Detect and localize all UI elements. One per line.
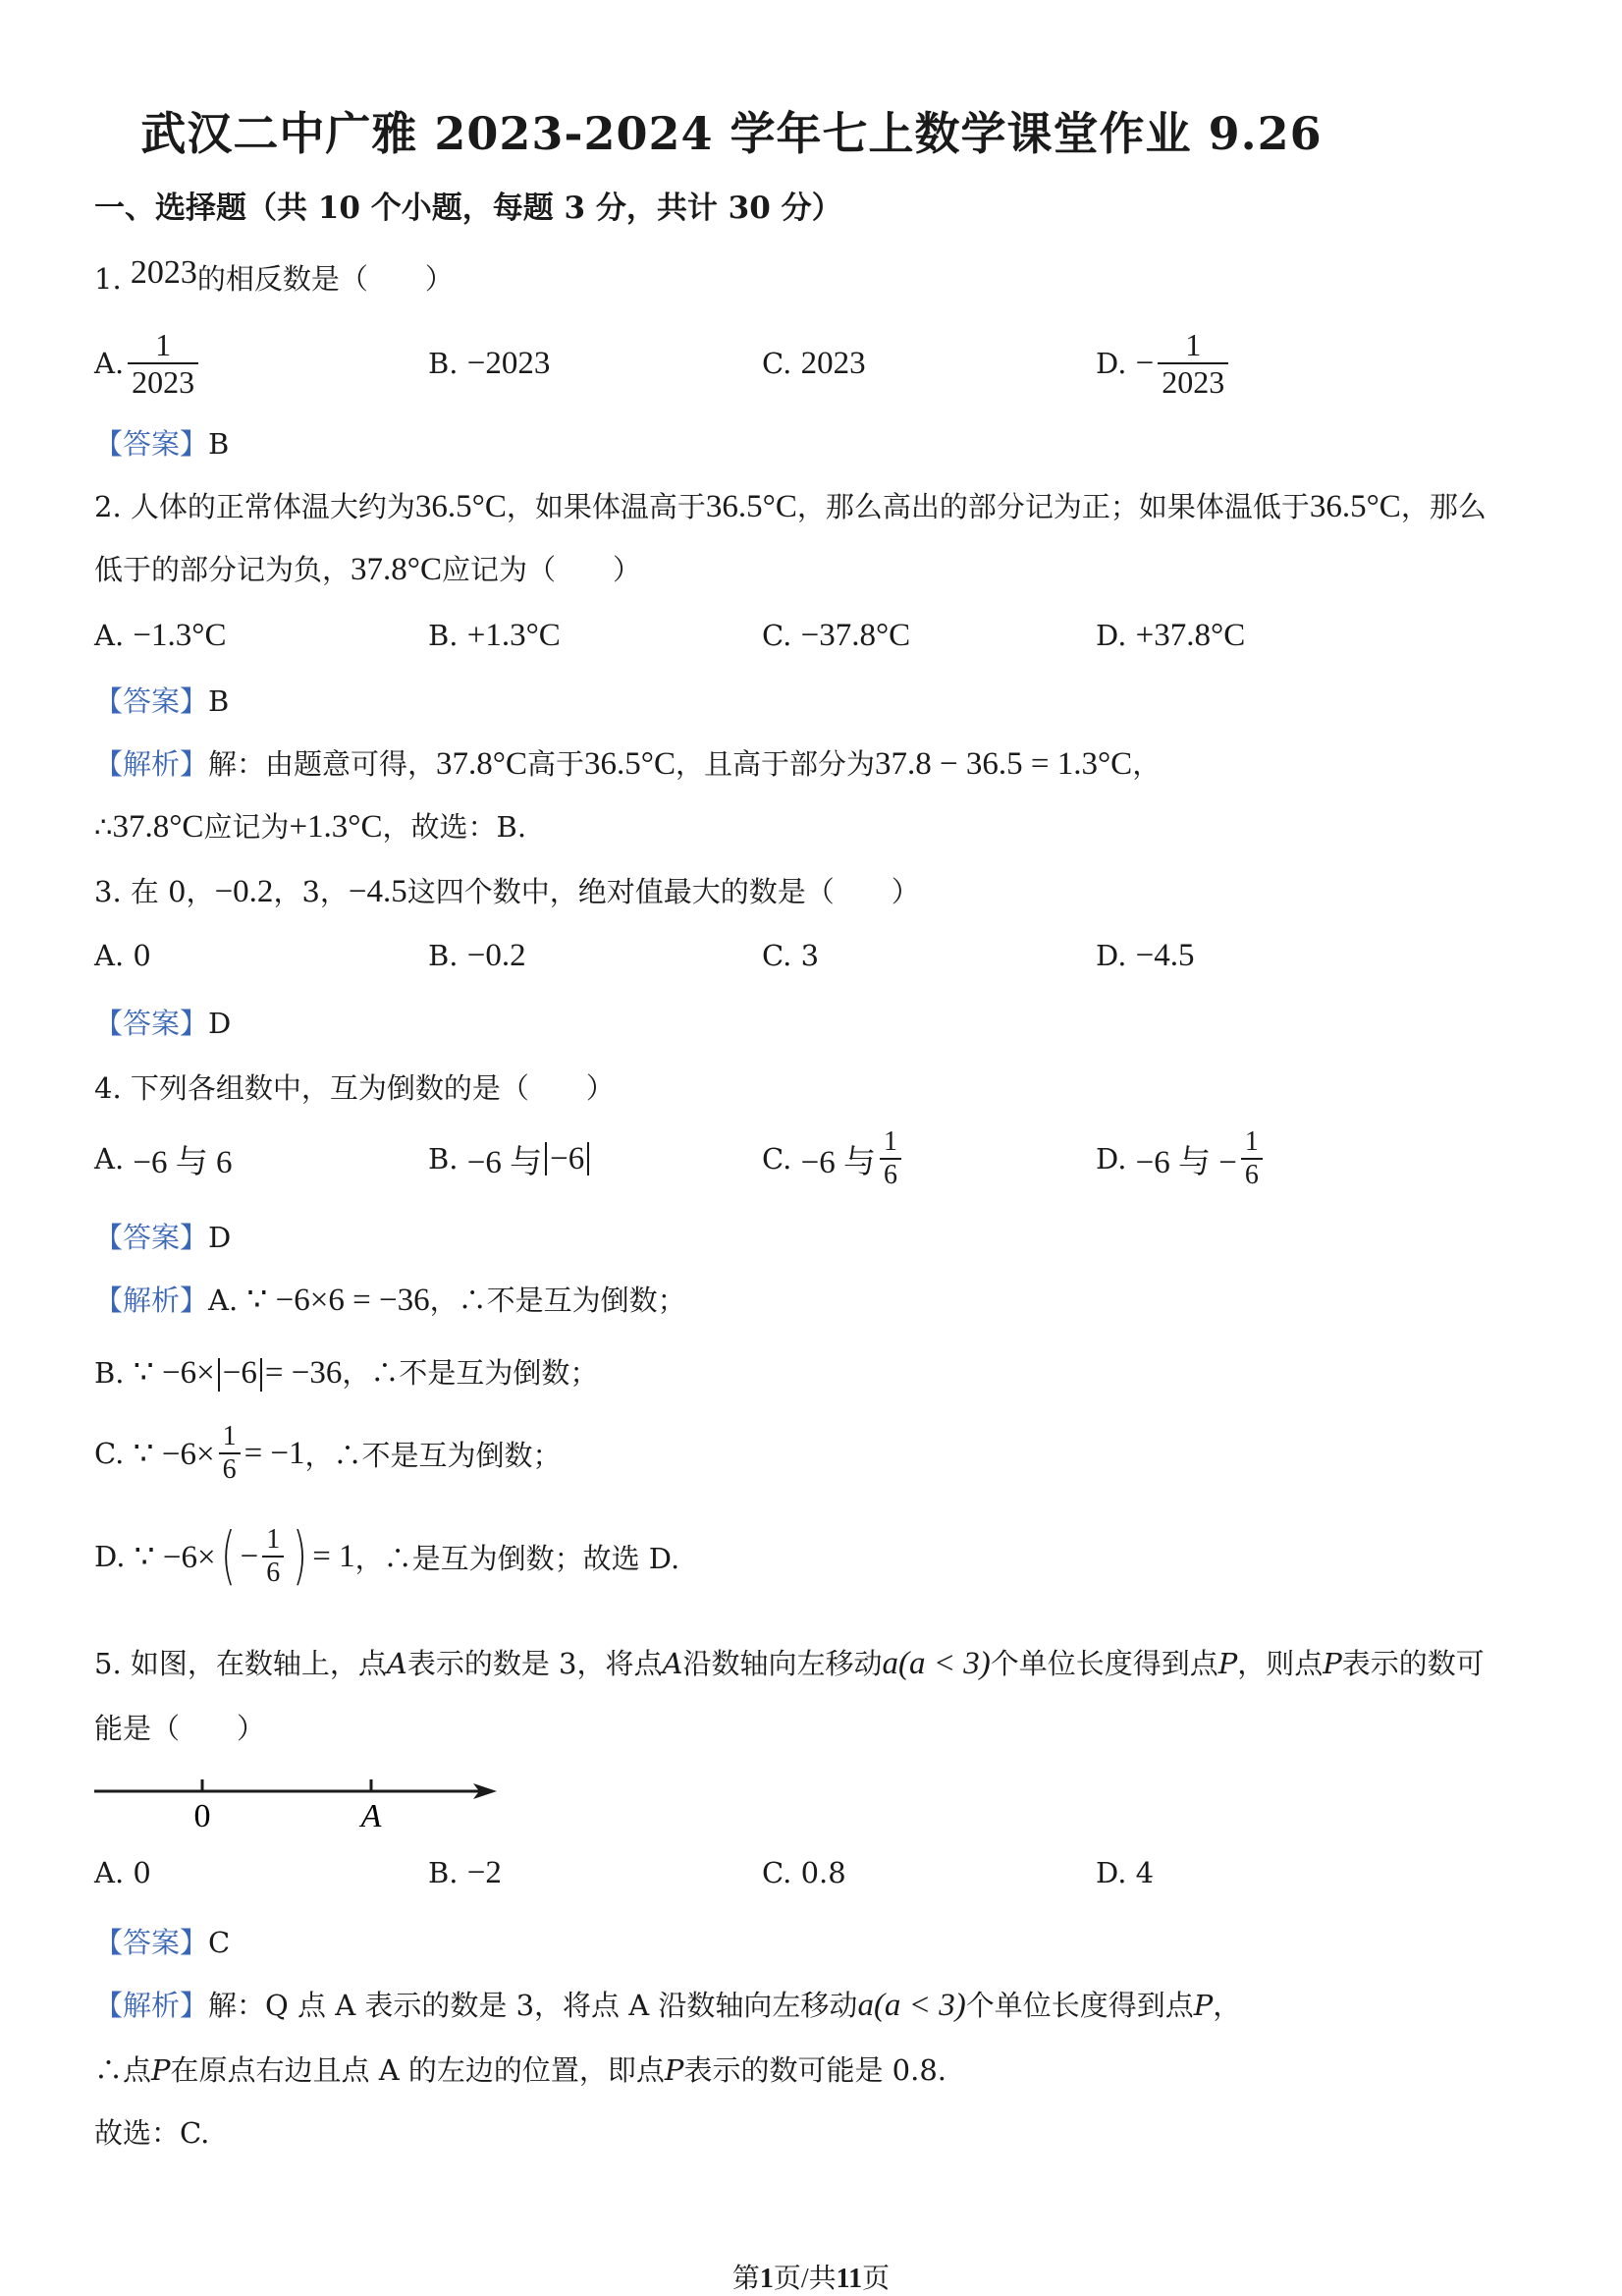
q1-option-a <box>94 329 202 398</box>
text: 故选：C. <box>94 2116 210 2150</box>
q4-option-a <box>94 1124 233 1193</box>
option-value: −2 <box>466 1854 502 1890</box>
text: 表示的数可能是 0.8. <box>683 2053 946 2087</box>
denominator: 6 <box>219 1452 241 1486</box>
question-5-line-2 <box>94 1707 265 1747</box>
numerator: 1 <box>266 1524 281 1555</box>
option-label: C. <box>762 1142 792 1175</box>
q3-answer <box>94 1002 231 1042</box>
q5-option-d <box>1096 1838 1154 1907</box>
text: ，∴不是互为倒数； <box>429 1284 686 1317</box>
expression: = −36 <box>264 1355 343 1391</box>
q3-option-b <box>428 921 526 990</box>
option-label: A. <box>94 619 125 652</box>
option-label: A. 0 <box>94 1856 151 1889</box>
option-value: −0.2 <box>466 937 526 973</box>
q2-option-d <box>1096 601 1245 670</box>
label-zero: 0 <box>193 1798 211 1834</box>
text: ，∴是互为倒数；故选 D. <box>354 1541 680 1575</box>
option-label: D. <box>1096 619 1127 652</box>
question-2-line-1 <box>94 485 1487 525</box>
fraction <box>1158 327 1228 400</box>
q4-option-d <box>1096 1124 1267 1193</box>
footer-text: 页/共 <box>773 2264 837 2294</box>
option-label: B. <box>428 347 459 380</box>
denominator: 6 <box>880 1158 901 1191</box>
q3-option-d <box>1096 921 1195 990</box>
option-label: C. <box>762 619 792 652</box>
text: 沿数轴向左移动 <box>682 1647 883 1680</box>
abs-bar <box>260 1358 262 1392</box>
expression: = 1 <box>312 1538 355 1574</box>
text: ，故选：B. <box>382 810 527 844</box>
left-paren: ( <box>220 1520 236 1593</box>
section-heading: 一、选择题（共 10 个小题，每题 3 分，共计 30 分） <box>94 191 842 226</box>
option-label: D. 4 <box>1096 1856 1155 1889</box>
temp: 37.8°C <box>436 746 527 782</box>
text: ，∴不是互为倒数； <box>342 1356 599 1390</box>
denominator: 6 <box>1241 1158 1263 1191</box>
condition: a(a < 3) <box>882 1646 991 1681</box>
fraction <box>1241 1126 1263 1191</box>
text: 个单位长度得到点 <box>990 1647 1218 1680</box>
question-4 <box>94 1066 615 1107</box>
answer-tag: 【答案】 <box>94 684 209 718</box>
q5-analysis-line-2 <box>94 2049 946 2089</box>
analysis-tag: 【解析】 <box>94 1284 209 1317</box>
expression: ∵ −6× <box>133 1437 215 1472</box>
q1-option-c <box>762 329 866 398</box>
number-line-figure <box>94 1756 507 1834</box>
answer-value: C <box>208 1926 231 1959</box>
text: ， <box>1132 747 1162 781</box>
q4-analysis-a <box>94 1279 686 1319</box>
option-value: −4.5 <box>1135 937 1195 973</box>
minus-sign: − <box>1135 345 1155 381</box>
q4-analysis-c <box>94 1414 562 1493</box>
q5-option-c <box>762 1838 846 1907</box>
q4-option-c <box>762 1124 905 1193</box>
label: C. <box>94 1437 125 1470</box>
text: ，那么高出的部分记为正；如果体温低于 <box>796 490 1310 523</box>
footer-text: 页 <box>862 2264 891 2294</box>
answer-tag: 【答案】 <box>94 1926 209 1959</box>
q5-option-b <box>428 1838 502 1907</box>
q1-expr: 2023 <box>130 254 197 291</box>
text: 低于的部分记为负， <box>94 553 351 586</box>
answer-value: D <box>208 1007 232 1040</box>
fraction <box>128 327 198 400</box>
option-label: A. <box>94 347 125 380</box>
expression: ∵ −6× <box>133 1355 215 1391</box>
text: 解：Q 点 A 表示的数是 3，将点 A 沿数轴向左移动 <box>208 1989 858 2022</box>
temp: +1.3°C <box>289 809 383 845</box>
option-label: B. <box>428 619 459 652</box>
therefore-symbol: ∴ <box>94 810 113 844</box>
option-label: C. 0.8 <box>762 1856 846 1889</box>
temp: 37.8°C <box>351 552 442 587</box>
point-label: P <box>1217 1647 1238 1680</box>
option-value: 2023 <box>800 345 866 381</box>
q2-option-a <box>94 601 226 670</box>
abs-bar <box>587 1142 589 1175</box>
q2-analysis-line-2 <box>94 805 526 846</box>
q2-analysis-line-1 <box>94 742 1161 783</box>
expression: 37.8 − 36.5 = 1.3°C <box>875 746 1133 782</box>
analysis-tag: 【解析】 <box>94 1989 209 2022</box>
text: 表示的数可 <box>1341 1647 1485 1680</box>
q2-answer <box>94 680 229 720</box>
condition: a(a < 3) <box>857 1988 966 2023</box>
text: 这四个数中，绝对值最大的数是（ ） <box>406 875 920 908</box>
minus-sign: − <box>240 1538 259 1574</box>
option-value: +37.8°C <box>1135 617 1246 653</box>
denominator: 6 <box>262 1556 284 1589</box>
numerator: 1 <box>1185 327 1202 362</box>
q4-analysis-b <box>94 1351 598 1392</box>
q3-option-c <box>762 921 819 990</box>
question-2-line-2 <box>94 548 641 588</box>
option-value: −6 与 6 <box>133 1144 233 1180</box>
abs-value: −6 <box>550 1140 585 1176</box>
text: 表示的数是 3，将点 <box>406 1647 663 1680</box>
q2-option-b <box>428 601 561 670</box>
option-label: A. <box>94 1142 125 1175</box>
numerator: 1 <box>222 1421 237 1451</box>
option-value: −6 与 <box>800 1144 876 1180</box>
option-label: B. <box>428 1142 459 1175</box>
text: ， <box>1213 1989 1242 2022</box>
q5-answer <box>94 1921 230 1961</box>
value: −0.2 <box>214 874 274 909</box>
expression: = −1 <box>243 1435 305 1471</box>
numerator: 1 <box>155 327 172 362</box>
text: ，如果体温高于 <box>506 490 706 523</box>
page-footer <box>0 2257 1622 2296</box>
total-pages: 11 <box>836 2264 863 2294</box>
question-1 <box>94 254 454 298</box>
option-value: −37.8°C <box>800 617 911 653</box>
option-label: B. <box>428 939 459 972</box>
answer-value: B <box>208 427 230 461</box>
q4-option-b <box>428 1124 592 1193</box>
text: ，3， <box>273 875 349 908</box>
q3-option-a <box>94 921 151 990</box>
text: ，则点 <box>1237 1647 1324 1680</box>
option-label: C. 3 <box>762 939 820 972</box>
text: 5. 如图，在数轴上，点 <box>94 1647 387 1680</box>
expression: ∵ −6×6 = −36 <box>246 1283 430 1318</box>
text: ，那么 <box>1400 490 1487 523</box>
temp: 36.5°C <box>584 746 676 782</box>
temp: 37.8°C <box>112 809 204 845</box>
label: D. <box>94 1540 126 1573</box>
analysis-tag: 【解析】 <box>94 747 209 781</box>
q1-answer <box>94 422 229 463</box>
option-label: D. <box>1096 939 1127 972</box>
point-label: P <box>151 2053 171 2087</box>
value: −4.5 <box>348 874 407 909</box>
q2-option-c <box>762 601 910 670</box>
answer-value: B <box>208 684 230 718</box>
text: 应记为（ ） <box>441 553 641 586</box>
footer-text: 第 <box>731 2264 760 2294</box>
question-3 <box>94 870 920 910</box>
text: 能是（ ） <box>94 1712 266 1745</box>
label: B. <box>94 1356 125 1390</box>
number-line-svg <box>94 1756 507 1834</box>
option-value: −6 与 − <box>1135 1144 1237 1180</box>
answer-tag: 【答案】 <box>94 1007 209 1040</box>
question-5-line-1 <box>94 1642 1485 1682</box>
numerator: 1 <box>883 1126 897 1157</box>
text: 4. 下列各组数中，互为倒数的是（ ） <box>94 1071 615 1105</box>
fraction <box>262 1524 284 1589</box>
text: ，且高于部分为 <box>675 747 875 781</box>
point-label: A <box>662 1647 683 1680</box>
temp: 36.5°C <box>1309 489 1401 524</box>
point-label: P <box>1193 1989 1214 2022</box>
option-label: D. <box>1096 1142 1127 1175</box>
text: ∴点 <box>94 2053 152 2087</box>
q5-analysis-line-1 <box>94 1984 1241 2024</box>
point-label: A <box>386 1647 407 1680</box>
point-label: P <box>1323 1647 1342 1680</box>
q4-analysis-d <box>94 1512 679 1601</box>
text: 应记为 <box>203 810 290 844</box>
abs-bar <box>218 1358 220 1392</box>
temp: 36.5°C <box>705 489 797 524</box>
denominator: 2023 <box>128 362 198 400</box>
text: 高于 <box>527 747 585 781</box>
text: 解：由题意可得， <box>208 747 437 781</box>
q5-option-a <box>94 1838 151 1907</box>
right-paren: ) <box>293 1520 308 1593</box>
text: 3. 在 0， <box>94 875 215 908</box>
option-label: A. 0 <box>94 939 151 972</box>
text: 2. 人体的正常体温大约为 <box>94 490 415 523</box>
fraction <box>880 1126 901 1191</box>
option-label: D. <box>1096 347 1127 380</box>
option-value: −2023 <box>466 345 551 381</box>
text: 在原点右边且点 A 的左边的位置，即点 <box>170 2053 665 2087</box>
label-a: A <box>360 1798 382 1834</box>
q1-number: 1. <box>94 262 122 296</box>
expression: ∵ −6× <box>134 1540 216 1575</box>
denominator: 2023 <box>1158 362 1228 400</box>
option-value: −1.3°C <box>133 617 227 653</box>
option-value: −6 与 <box>466 1144 543 1180</box>
q1-option-b <box>428 329 550 398</box>
q1-option-d <box>1096 329 1232 398</box>
q5-analysis-line-3 <box>94 2111 209 2152</box>
text: 个单位长度得到点 <box>965 1989 1194 2022</box>
option-label: B. <box>428 1856 459 1889</box>
page-title: 武汉二中广雅 2023-2024 学年七上数学课堂作业 9.26 <box>140 107 1323 160</box>
abs-bar <box>545 1142 547 1175</box>
answer-tag: 【答案】 <box>94 1221 209 1254</box>
text: ，∴不是互为倒数； <box>304 1438 562 1472</box>
point-label: P <box>664 2053 684 2087</box>
option-label: C. <box>762 347 792 380</box>
page-number: 1 <box>759 2264 774 2294</box>
answer-tag: 【答案】 <box>94 427 209 461</box>
q1-text: 的相反数是（ ） <box>196 262 454 296</box>
q4-answer <box>94 1216 231 1256</box>
fraction <box>219 1421 241 1486</box>
expression: −6 <box>222 1355 257 1391</box>
temp: 36.5°C <box>414 489 507 524</box>
answer-value: D <box>208 1221 232 1254</box>
label: A. <box>208 1284 239 1317</box>
option-value: +1.3°C <box>466 617 561 653</box>
numerator: 1 <box>1244 1126 1259 1157</box>
